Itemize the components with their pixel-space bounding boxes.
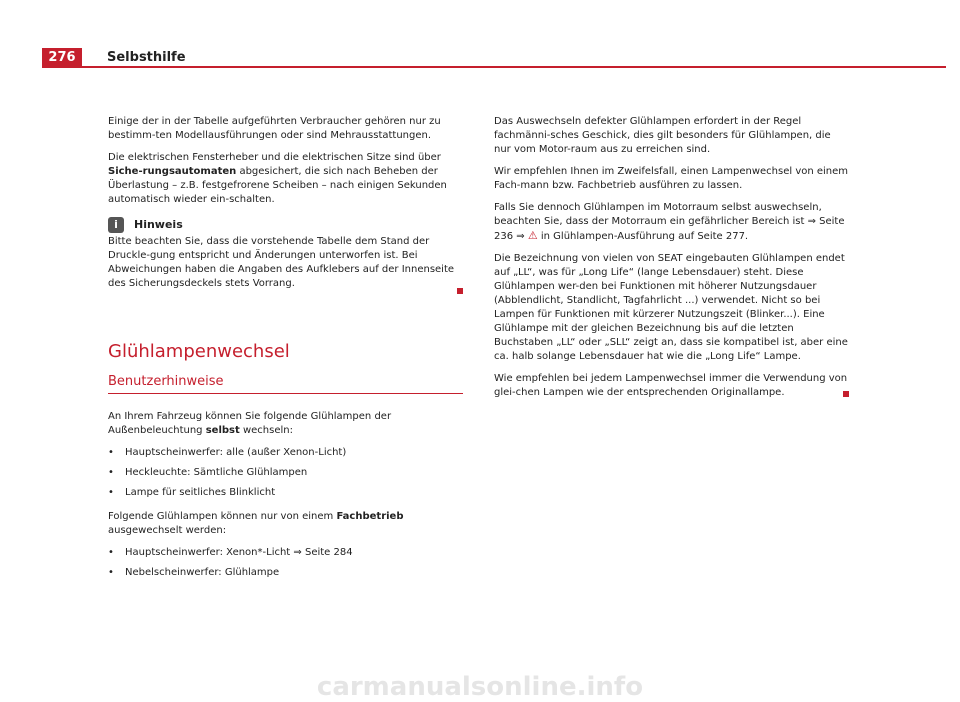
paragraph-self-replace: An Ihrem Fahrzeug können Sie folgende Glühlampen der Außenbeleuchtung selbst wechseln: (108, 411, 392, 436)
list-item: • Heckleuchte: Sämtliche Glühlampen (108, 466, 463, 480)
section-end-marker (843, 391, 849, 397)
list-item: • Hauptscheinwerfer: alle (außer Xenon-Licht) (108, 446, 463, 460)
page-number: 276 (42, 48, 82, 68)
left-column (108, 115, 463, 590)
paragraph-skill: Das Auswechseln defekter Glühlampen erfordert in der Regel fachmänni-sches Geschick, dies gilt besonders für Glühlampen, die nur vom Motor-raum aus zu erreichen sind. (494, 116, 831, 155)
paragraph-circuit-breakers: Die elektrischen Fensterheber und die elektrischen Sitze sind über Siche-rungsautomaten abgesichert, die sich nach Beheben der Überlastung – z.B. festgefrorene Scheiben – nach einigen Sekunden automatisch wieder ein-schalten. (108, 152, 447, 205)
list-item: • Nebelscheinwerfer: Glühlampe (108, 566, 463, 580)
warning-triangle-icon: ⚠ (527, 229, 538, 242)
subsection-heading: Benutzerhinweise (108, 375, 463, 394)
chapter-title: Selbsthilfe (107, 50, 186, 65)
info-icon: i (108, 217, 124, 233)
list-self-replace (108, 446, 463, 500)
list-workshop (108, 546, 463, 580)
right-column (494, 115, 849, 402)
paragraph-recommend: Wir empfehlen Ihnen im Zweifelsfall, einen Lampenwechsel von einem Fach-mann bzw. Fachbetrieb ausführen zu lassen. (494, 166, 849, 191)
paragraph-workshop: Folgende Glühlampen können nur von einem Fachbetrieb ausgewechselt werden: (108, 511, 404, 536)
watermark: carmanualsonline.info (316, 672, 644, 702)
paragraph-same-lamps: Wie empfehlen bei jedem Lampenwechsel immer die Verwendung von glei-chen Lampen wie der entsprechenden Originallampe. (494, 373, 848, 398)
note-title: Hinweis (134, 218, 183, 231)
list-item: • Lampe für seitliches Blinklicht (108, 486, 463, 500)
note-text: Bitte beachten Sie, dass die vorstehende Tabelle dem Stand der Druckle-gung entspricht und Änderungen unterworfen ist. Bei Abweichungen haben die Angaben des Aufklebers auf der Innenseite des Sicherungsdeckels stets Vorrang. (108, 236, 455, 289)
paragraph-engine-bay: Falls Sie dennoch Glühlampen im Motorraum selbst auswechseln, beachten Sie, dass der Motorraum ein gefährlicher Bereich ist ⇒ Seite 236 ⇒ ⚠ in Glühlampen-Ausführung auf Seite 277. (494, 202, 845, 242)
header-rule (82, 66, 946, 68)
section-heading: Glühlampenwechsel (108, 341, 290, 362)
paragraph-long-life: Die Bezeichnung von vielen von SEAT eingebauten Glühlampen endet auf „LL“, was für „Long Life“ (lange Lebensdauer) steht. Diese Glühlampen wer-den bei Funktionen mit höherer Nutzungsdauer (Abblendlicht, Standlicht, Tagfahrlicht ...) verwendet. Nicht so bei Lampen für Funktionen mit kürzerer Nutzungszeit (Blinker...). Eine Glühlampe mit der gleichen Bezeichnung bis auf die letzten Buchstaben „LL“ oder „SLL“ zeigt an, dass sie kompatibel ist, aber eine ca. halb solange Lebensdauer hat wie die „Long Life“ Lampe. (494, 253, 848, 362)
paragraph-consumers: Einige der in der Tabelle aufgeführten Verbraucher gehören nur zu bestimm-ten Modellausführungen oder sind Mehrausstattungen. (108, 116, 441, 141)
list-item: • Hauptscheinwerfer: Xenon*-Licht ⇒ Seite 284 (108, 546, 463, 560)
section-end-marker (457, 288, 463, 294)
note-header (108, 217, 463, 233)
